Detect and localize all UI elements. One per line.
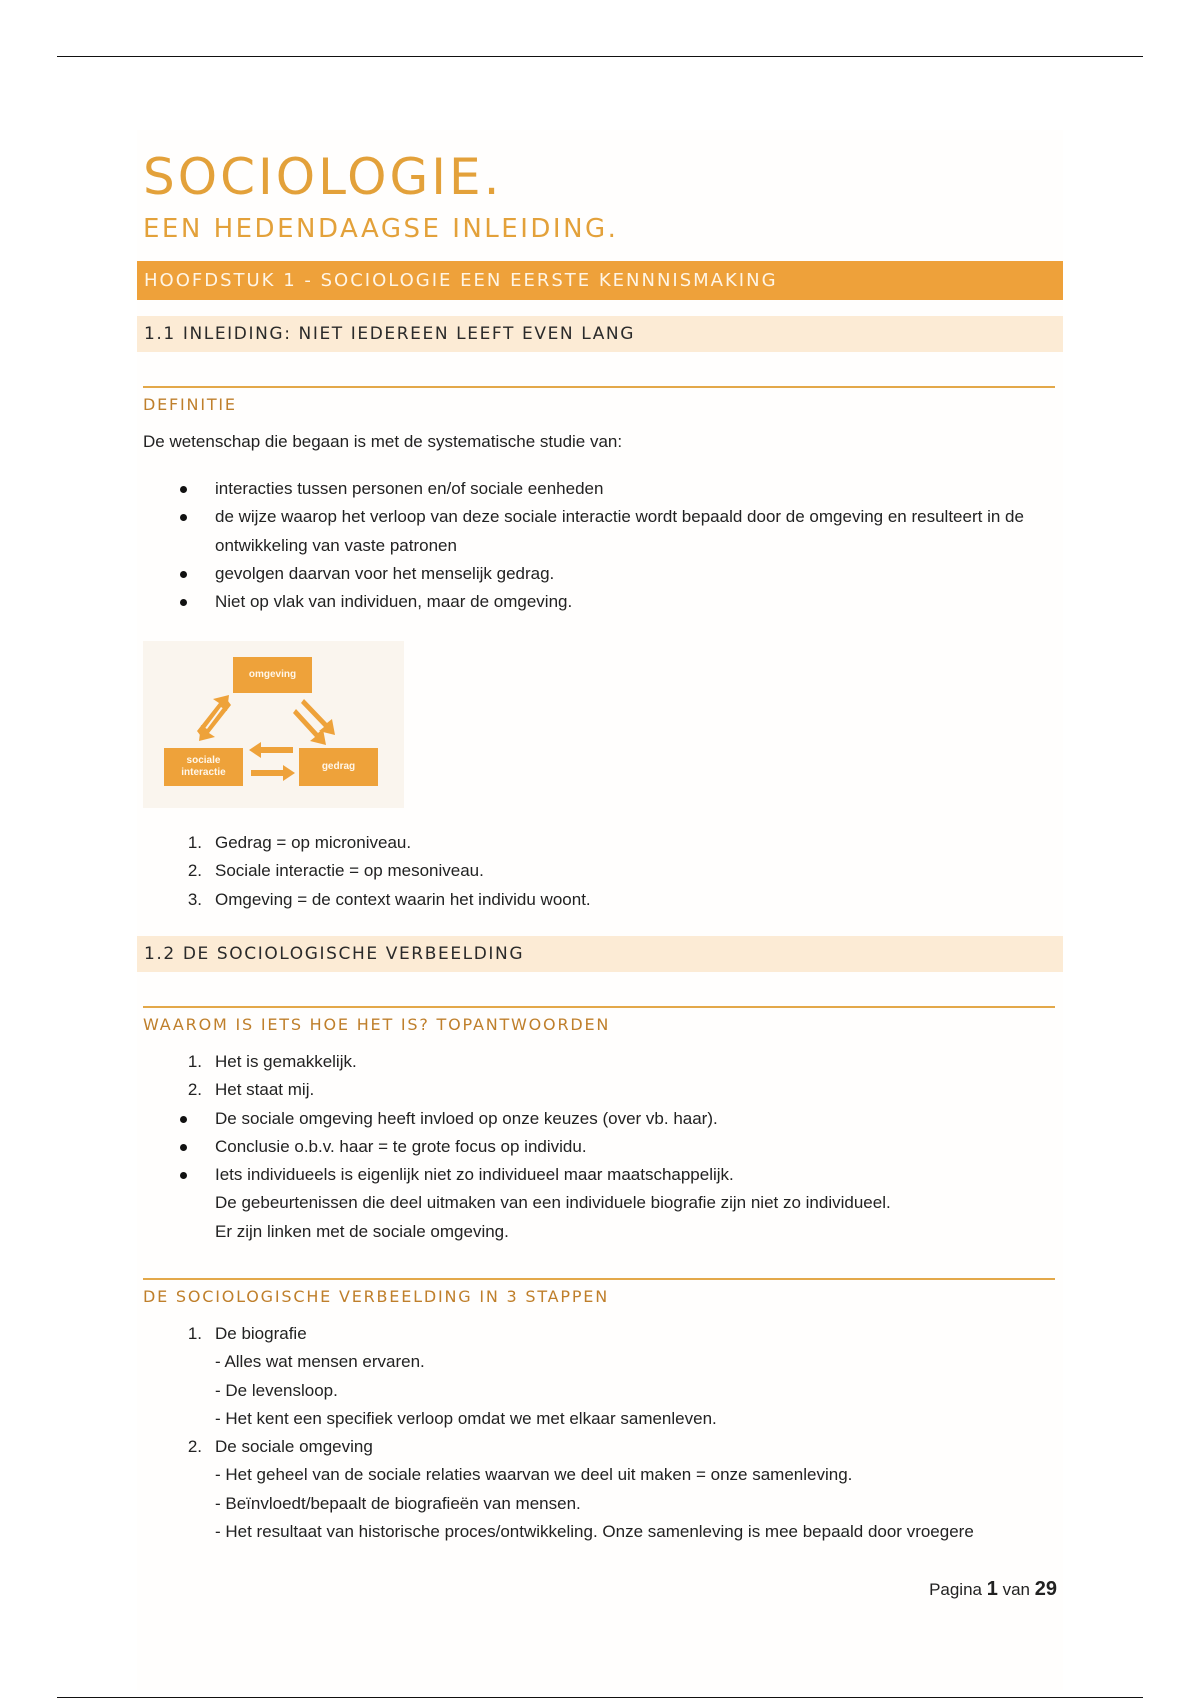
list-item: 2. Sociale interactie = op mesoniveau. [215, 857, 1060, 885]
bullet-marker [180, 1144, 187, 1151]
list-number: 2. [187, 861, 202, 881]
list-item: 2. De sociale omgeving - Het geheel van de sociale relaties waarvan we deel uit maken = onze samenleving. - Beïnvloedt/bepaalt de biografieën van mensen. - Het resultaat van historische proces/ontwikkeling. Onze samenleving is mee bepaald door vroegere [215, 1433, 1060, 1546]
list-item: De sociale omgeving heeft invloed op onze keuzes (over vb. haar). [215, 1105, 1060, 1133]
subheading-definitie: DEFINITIE [143, 395, 237, 414]
list-item: 2. Het staat mij. [215, 1076, 1060, 1104]
list-item: 1. Het is gemakkelijk. [215, 1048, 1060, 1076]
bullet-marker [180, 1116, 187, 1123]
list-number: 3. [187, 889, 202, 909]
list-item: de wijze waarop het verloop van deze sociale interactie wordt bepaald door de omgeving en resulteert in de ontwikkeling van vaste patronen [215, 503, 1060, 560]
diagram-box-sociale-interactie: sociale interactie [164, 748, 243, 786]
section-heading-1-1 [137, 316, 1063, 352]
arrow-down-right-2 [293, 709, 326, 745]
subheading-3-stappen: DE SOCIOLOGISCHE VERBEELDING IN 3 STAPPEN [143, 1287, 609, 1306]
chapter-heading-text: HOOFDSTUK 1 - SOCIOLOGIE EEN EERSTE KENNNISMAKING [144, 270, 778, 291]
list-number: 1. [187, 833, 202, 852]
diagram-box-gedrag: gedrag [299, 748, 378, 786]
page-footer [929, 1578, 1057, 1601]
arrow-left [249, 742, 293, 758]
subheading-topantwoorden: WAAROM IS IETS HOE HET IS? TOPANTWOORDEN [143, 1015, 611, 1034]
diagram-arrows [143, 641, 404, 808]
section-heading-text: 1.1 INLEIDING: NIET IEDEREEN LEEFT EVEN LANG [144, 324, 636, 344]
stappen-list [187, 1320, 1060, 1546]
document-title: SOCIOLOGIE. [143, 148, 503, 206]
page-label: Pagina [929, 1580, 982, 1599]
levels-numbered-list [187, 829, 1060, 914]
definition-bullet-list [215, 475, 1060, 616]
page-total: 29 [1034, 1578, 1057, 1600]
list-item: Conclusie o.b.v. haar = te grote focus op individu. [215, 1133, 1060, 1161]
list-item: 3. Omgeving = de context waarin het individu woont. [215, 886, 1060, 914]
definition-intro: De wetenschap die begaan is met de systematische studie van: [143, 432, 623, 451]
subheading-rule [143, 1278, 1055, 1280]
chapter-heading [137, 261, 1063, 300]
list-number: 1. [187, 1052, 202, 1071]
topantwoorden-list [187, 1048, 1060, 1246]
list-item: 1. Gedrag = op microniveau. [215, 829, 1060, 857]
bullet-marker [180, 571, 187, 578]
section-heading-1-2 [137, 936, 1063, 972]
document-subtitle: EEN HEDENDAAGSE INLEIDING. [143, 214, 619, 244]
list-item: Niet op vlak van individuen, maar de omgeving. [215, 588, 1060, 616]
subheading-rule [143, 386, 1055, 388]
list-item: interacties tussen personen en/of sociale eenheden [215, 475, 1060, 503]
diagram-box-omgeving: omgeving [233, 657, 312, 693]
list-item: Iets individueels is eigenlijk niet zo individueel maar maatschappelijk. De gebeurtenissen die deel uitmaken van een individuele biografie zijn niet zo individueel. Er zijn linken met de sociale omgeving. [215, 1161, 1060, 1246]
arrow-down-left-2 [199, 701, 231, 741]
page-top-rule [57, 56, 1143, 57]
arrow-down-right-1 [301, 699, 335, 735]
bullet-marker [180, 486, 187, 493]
list-number: 2. [187, 1080, 202, 1100]
list-item: gevolgen daarvan voor het menselijk gedrag. [215, 560, 1060, 588]
subheading-rule [143, 1006, 1055, 1008]
section-heading-text: 1.2 DE SOCIOLOGISCHE VERBEELDING [144, 944, 525, 964]
page-of: van [1002, 1580, 1031, 1599]
arrow-right [251, 765, 295, 781]
list-number: 2. [187, 1437, 202, 1457]
interaction-diagram [143, 641, 404, 808]
page-current: 1 [986, 1578, 998, 1600]
list-number: 1. [187, 1324, 202, 1343]
list-item: 1. De biografie - Alles wat mensen ervaren. - De levensloop. - Het kent een specifiek verloop omdat we met elkaar samenleven. [215, 1320, 1060, 1433]
page-bottom-rule [57, 1697, 1143, 1698]
